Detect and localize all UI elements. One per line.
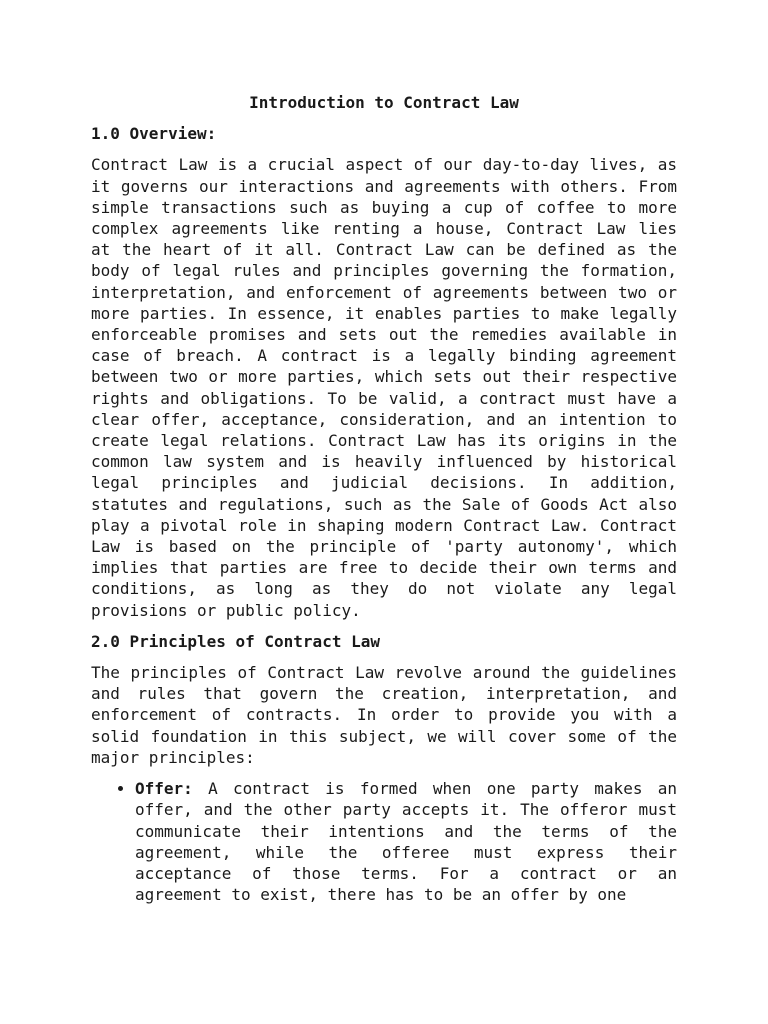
section-heading-principles: 2.0 Principles of Contract Law [91,631,380,651]
section-heading-overview: 1.0 Overview: [91,124,217,144]
document-title: Introduction to Contract Law [249,93,519,112]
bullet-offer-text: A contract is formed when one party makes an offer, and the other party accepts it. The offeror must communicate their intentions and the terms of the agreement, while the offeree must express their acceptance of those terms. For a contract or an agreement to exist, there has to be an offer by one [135,779,677,905]
bullet-offer-term: Offer: [135,779,193,799]
document-page [91,92,677,905]
bullet-offer [135,778,677,905]
overview-paragraph: Contract Law is a crucial aspect of our day-to-day lives, as it governs our interactions and agreements with others. From simple transactions such as buying a cup of coffee to more complex agreements like renting a house, Contract Law lies at the heart of it all. Contract Law can be defined as the body of legal rules and principles governing the formation, interpretation, and enforcement of agreements between two or more parties. In essence, it enables parties to make legally enforceable promises and sets out the remedies available in case of breach. A contract is a legally binding agreement between two or more parties, which sets out their respective rights and obligations. To be valid, a contract must have a clear offer, acceptance, consideration, and an intention to create legal relations. Contract Law has its origins in the common law system and is heavily influenced by historical legal principles and judicial decisions. In addition, statutes and regulations, such as the Sale of Goods Act also play a pivotal role in shaping modern Contract Law. Contract Law is based on the principle of 'party autonomy', which implies that parties are free to decide their own terms and conditions, as long as they do not violate any legal provisions or public policy. [91,155,677,620]
principles-paragraph: The principles of Contract Law revolve around the guidelines and rules that govern the creation, interpretation, and enforcement of contracts. In order to provide you with a solid foundation in this subject, we will cover some of the major principles: [91,663,677,767]
principles-bullet-list [91,778,677,905]
